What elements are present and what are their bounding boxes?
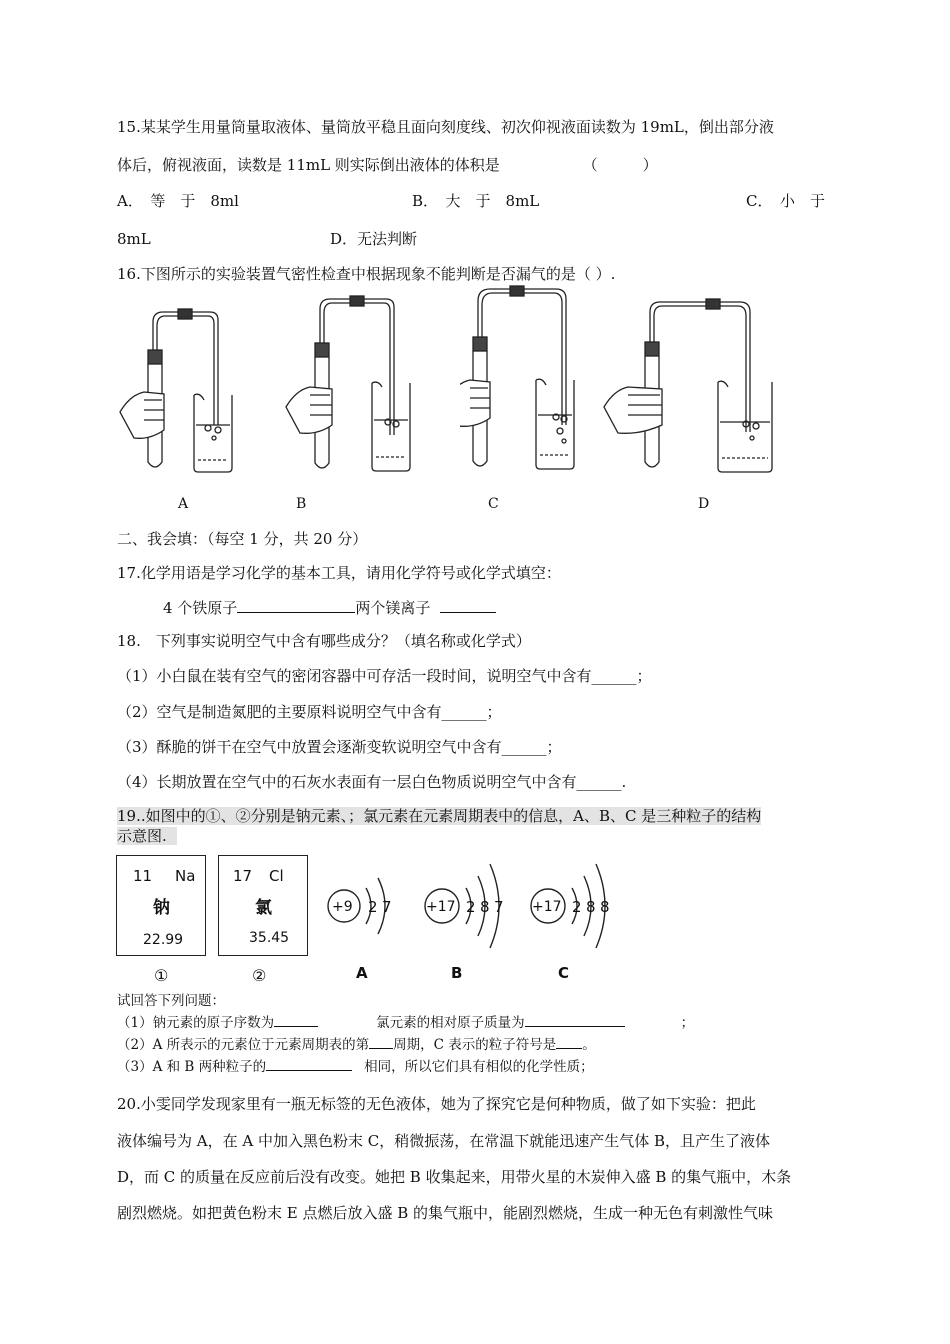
q19-highlighted-text: 19..如图中的①、②分别是钠元素、；氯元素在元素周期表中的信息，A、B、C 是三种粒子的结构 [117,807,762,825]
q18-question: 18. 下列事实说明空气中含有哪些成分？（填名称或化学式） [117,632,531,650]
particle-b-shell-2: 8 [480,898,490,916]
q20-line-2: 液体编号为 A，在 A 中加入黑色粉末 C，稍微振荡，在常温下就能迅速产生气体 B，且产生了液体 [117,1132,771,1150]
q17-question: 17.化学用语是学习化学的基本工具，请用化学符号或化学式填空： [117,564,561,582]
sodium-atomic-mass: 22.99 [143,932,184,948]
q19-sub2 [117,1034,596,1055]
apparatus-label-a: A [178,496,189,512]
q15-option-c-cont: 8mL [117,230,151,248]
apparatus-label-c: C [488,496,499,512]
q17-item-magnesium: 两个镁离子 [355,599,431,617]
apparatus-label-d: D [698,496,710,512]
element-card-chlorine [218,855,308,956]
apparatus-label-b: B [296,496,307,512]
q15-line2-text: 体后，俯视液面，读数是 11mL 则实际倒出液体的体积是 [117,156,500,174]
chlorine-name: 氯 [255,898,272,918]
q19-sub3-text-b: 相同，所以它们具有相似的化学性质； [364,1059,594,1075]
element-card-sodium [116,855,206,956]
q15-option-b: B． 大 于 8mL [412,192,540,210]
q15-line1: 15.某某学生用量筒量取液体、量筒放平稳且面向刻度线、初次仰视液面读数为 19mL，倒出部分液 [117,118,774,136]
particle-c-shell-1: 2 [572,898,582,916]
q19-prompt: 试回答下列问题： [117,993,225,1009]
q19-sub1 [117,1012,694,1033]
apparatus-figure-b [280,295,420,480]
q19-sub2-text-b: 周期，C 表示的粒子符号是 [393,1037,557,1053]
q15-line2 [117,155,658,175]
particle-a-nucleus: +9 [332,899,353,915]
particle-a-shell-2: 7 [382,898,392,916]
q19-highlighted-text-cont: 示意图. [117,827,177,845]
sodium-name: 钠 [153,898,170,918]
answer-blank[interactable] [369,1034,393,1049]
particle-b-shell-1: 2 [466,898,476,916]
q19-sub2-text-a: （2）A 所表示的元素位于元素周期表的第 [117,1037,370,1053]
answer-blank[interactable] [525,1012,625,1027]
q15-option-a: A． 等 于 8ml [117,192,239,210]
q19-sub3-text-a: （3）A 和 B 两种粒子的 [117,1059,267,1075]
particle-b-shell-3: 7 [494,898,504,916]
answer-blank[interactable] [274,1012,318,1027]
section-heading: 二、我会填：（每空 1 分，共 20 分） [117,530,368,548]
particle-c-label: C [558,964,570,982]
sodium-label: ① [154,966,169,985]
q17-item-iron: 4 个铁原子 [163,599,238,617]
sodium-atomic-number: 11 [133,867,153,885]
particle-c-shell-2: 8 [586,898,596,916]
apparatus-figure-a [110,300,250,480]
answer-blank[interactable] [556,1034,582,1049]
particle-c-shell-3: 8 [600,898,610,916]
particle-b-nucleus: +17 [426,899,456,915]
apparatus-figure-d [600,292,800,482]
q20-line-3: D，而 C 的质量在反应前后没有改变。她把 B 收集起来，用带火星的木炭伸入盛 B 的集气瓶中，木条 [117,1168,792,1186]
q19-sub1-text-c: ； [680,1015,695,1031]
q15-answer-paren: （ ） [582,156,658,174]
chlorine-label: ② [252,966,267,985]
answer-blank[interactable] [440,598,496,613]
particle-b-label: B [451,964,463,982]
q20-line-4: 剧烈燃烧。如把黄色粉末 E 点燃后放入盛 B 的集气瓶中，能剧烈燃烧，生成一种无色有刺激性气味 [117,1204,774,1222]
q16-question: 16.下图所示的实验装置气密性检查中根据现象不能判断是否漏气的是（ ）. [117,265,616,283]
q19-sub1-text-a: （1）钠元素的原子序数为 [117,1015,275,1031]
q18-item-1: （1）小白鼠在装有空气的密闭容器中可存活一段时间，说明空气中含有______； [117,667,652,685]
q19-question-line2 [117,826,177,846]
particle-c-nucleus: +17 [532,899,562,915]
apparatus-figure-c [460,285,600,480]
q15-option-d: D．无法判断 [330,230,418,248]
chlorine-atomic-number: 17 [233,867,253,885]
sodium-symbol: Na [175,867,196,885]
q19-sub2-text-c: 。 [582,1037,596,1053]
answer-blank[interactable] [237,598,355,613]
chlorine-atomic-mass: 35.45 [249,930,290,946]
q19-sub3 [117,1056,594,1077]
particle-a-shell-1: 2 [368,898,378,916]
q19-question-line1 [117,806,761,826]
q20-line-1: 20.小雯同学发现家里有一瓶无标签的无色液体，她为了探究它是何种物质，做了如下实验：把此 [117,1095,756,1113]
q19-sub1-text-b: 氯元素的相对原子质量为 [376,1015,525,1031]
answer-blank[interactable] [266,1056,352,1071]
chlorine-symbol: Cl [269,867,284,885]
q18-item-4: （4）长期放置在空气中的石灰水表面有一层白色物质说明空气中含有______. [117,773,627,791]
q18-item-3: （3）酥脆的饼干在空气中放置会逐渐变软说明空气中含有______； [117,738,562,756]
q17-blanks [163,598,496,618]
particle-a-label: A [356,964,368,982]
q15-option-c: C． 小 于 [746,192,825,210]
q18-item-2: （2）空气是制造氮肥的主要原料说明空气中含有______； [117,703,502,721]
